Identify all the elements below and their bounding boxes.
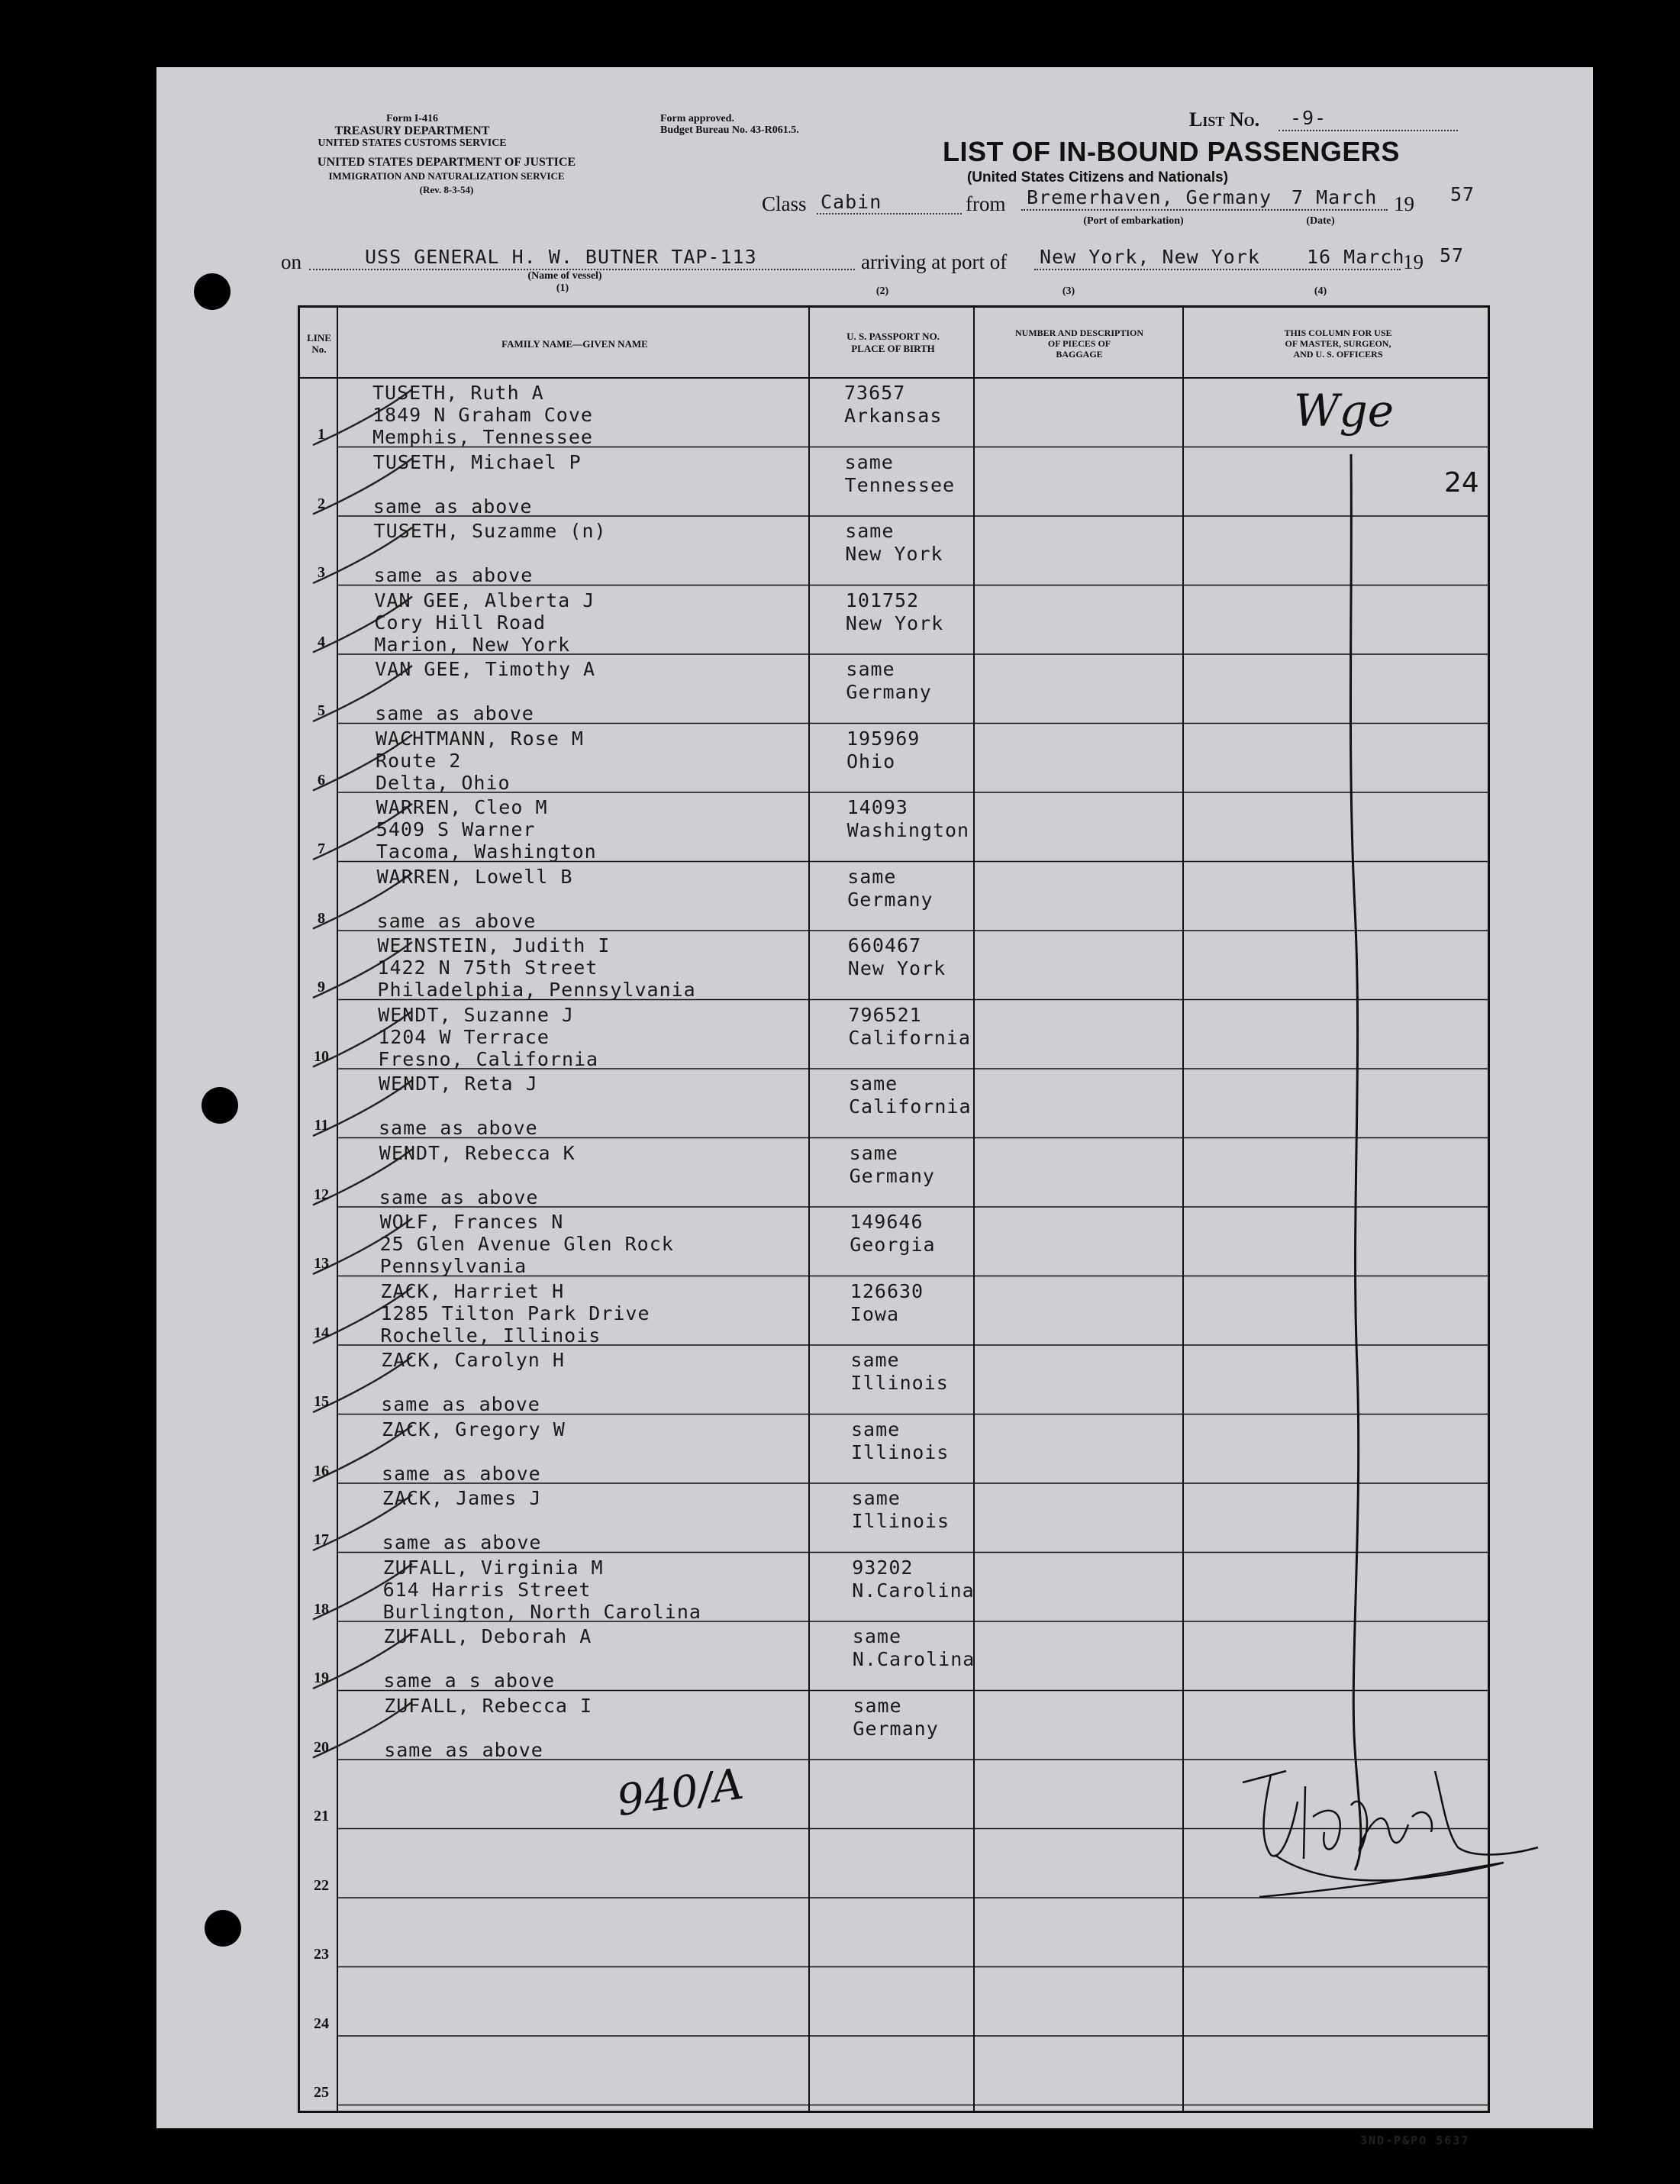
budget-bureau-no: Budget Bureau No. 43-R061.5.	[660, 124, 799, 136]
passport-cell	[853, 1695, 938, 1740]
passenger-name-cell	[384, 1695, 592, 1761]
line-number: 17	[314, 1531, 329, 1548]
passport-number: same	[850, 1349, 900, 1371]
passenger-address-line: same as above	[379, 1186, 539, 1208]
passenger-address-line: same as above	[375, 702, 534, 724]
place-of-birth: Tennessee	[844, 473, 956, 496]
passenger-address-line: Marion, New York	[374, 633, 571, 656]
passenger-name-cell	[380, 1280, 650, 1347]
passport-cell	[847, 796, 970, 842]
passport-cell	[845, 451, 955, 497]
arrival-port: New York, New York	[1040, 246, 1260, 268]
passenger-name-cell	[374, 589, 595, 656]
year-prefix: 19	[1394, 192, 1414, 215]
passport-number: same	[845, 520, 895, 542]
officers-header-3: AND U. S. OFFICERS	[1293, 349, 1383, 360]
passport-cell	[851, 1418, 949, 1464]
line-number: 7	[318, 840, 325, 857]
baggage-header-2: OF PIECES OF	[1047, 338, 1111, 349]
punch-hole	[205, 1910, 241, 1947]
passport-number: same	[849, 1073, 898, 1095]
passport-cell	[846, 589, 943, 635]
passenger-address-line: 5409 S Warner	[376, 818, 536, 840]
passenger-address-line: same as above	[384, 1738, 543, 1761]
port-line	[1021, 209, 1388, 211]
arrival-year-prefix: 19	[1403, 250, 1424, 273]
passport-number: 93202	[852, 1556, 914, 1579]
place-of-birth: New York	[847, 957, 946, 979]
passenger-name: ZUFALL, Virginia M	[382, 1556, 604, 1579]
passenger-name-cell	[379, 1073, 538, 1139]
place-of-birth: Illinois	[850, 1372, 949, 1394]
passenger-name-cell	[380, 1211, 674, 1277]
passenger-address-line: same as above	[372, 495, 533, 518]
passport-number: same	[851, 1487, 901, 1509]
passport-cell	[853, 1625, 975, 1671]
passenger-name-cell	[377, 866, 573, 932]
officer-check-line	[1252, 374, 1542, 1924]
passenger-address-line: same as above	[373, 564, 534, 586]
passenger-address-line	[379, 1164, 576, 1186]
line-number: 21	[314, 1808, 329, 1824]
ins-label: IMMIGRATION AND NATURALIZATION SERVICE	[328, 170, 565, 182]
passenger-name-cell	[379, 1142, 576, 1208]
passenger-address-line	[375, 680, 595, 702]
passenger-name: WENDT, Suzanne J	[378, 1003, 575, 1026]
line-number: 8	[318, 909, 325, 927]
list-no-value: -9-	[1290, 107, 1327, 129]
line-number: 2	[318, 495, 325, 512]
passport-number: 73657	[844, 382, 906, 404]
place-of-birth: Georgia	[850, 1234, 936, 1256]
passenger-name: TUSETH, Michael P	[372, 450, 582, 473]
passport-number: 796521	[848, 1003, 922, 1026]
passport-number: 195969	[846, 727, 921, 750]
passenger-address-line: 1849 N Graham Cove	[372, 404, 593, 426]
doj-label: UNITED STATES DEPARTMENT OF JUSTICE	[317, 156, 576, 169]
passport-cell	[848, 934, 946, 980]
passenger-name-cell	[383, 1557, 701, 1623]
line-number: 12	[314, 1186, 329, 1203]
passenger-address-line	[374, 542, 607, 564]
passport-cell	[849, 1073, 972, 1118]
place-of-birth: New York	[845, 543, 943, 565]
passport-number: same	[846, 658, 895, 680]
form-number: Form I-416	[385, 113, 439, 124]
embarkation-date: 7 March	[1291, 186, 1378, 208]
passport-cell	[850, 1142, 935, 1188]
vessel-caption: (Name of vessel)	[527, 270, 602, 282]
passenger-address-line: Route 2	[376, 749, 462, 772]
line-number: 4	[318, 633, 325, 650]
line-number: 13	[314, 1255, 329, 1272]
passenger-address-line: 1204 W Terrace	[378, 1025, 550, 1048]
line-number: 24	[314, 2015, 329, 2032]
line-header-bottom: No.	[311, 344, 327, 355]
passenger-address-line: Philadelphia, Pennsylvania	[377, 979, 696, 1001]
officer-initials: Wge	[1294, 385, 1395, 437]
passenger-name: ZUFALL, Deborah A	[383, 1625, 592, 1647]
line-number: 22	[314, 1876, 329, 1894]
passport-cell	[844, 382, 942, 427]
passenger-address-line: 25 Glen Avenue Glen Rock	[379, 1233, 674, 1255]
passport-number: 14093	[846, 796, 908, 818]
place-of-birth: Illinois	[851, 1510, 950, 1532]
form-approved: Form approved.	[660, 113, 734, 124]
arriving-label: arriving at port of	[861, 250, 1008, 273]
form-treasury-block	[275, 113, 550, 150]
punch-hole	[202, 1087, 238, 1124]
passenger-name: WEINSTEIN, Judith I	[377, 934, 611, 957]
passenger-address-line: Tacoma, Washington	[376, 840, 597, 863]
class-label: Class	[762, 192, 807, 215]
doj-block	[271, 156, 622, 197]
officers-header-1: THIS COLUMN FOR USE	[1284, 327, 1392, 338]
passenger-name: WACHTMANN, Rose M	[376, 727, 584, 750]
place-of-birth: Illinois	[851, 1440, 950, 1463]
passenger-name: ZACK, Harriet H	[380, 1279, 565, 1302]
passenger-name-cell	[377, 934, 695, 1001]
passenger-address-line: same as above	[379, 1117, 538, 1139]
revision-label: (Rev. 8-3-54)	[419, 184, 474, 195]
place-of-birth: Germany	[847, 888, 934, 911]
line-number: 11	[314, 1117, 329, 1134]
passenger-address-line	[377, 888, 573, 910]
place-of-birth: Ohio	[846, 750, 896, 773]
passport-header-top: U. S. PASSPORT NO.	[846, 331, 940, 342]
line-number: 14	[314, 1324, 329, 1341]
place-of-birth: Germany	[853, 1717, 939, 1740]
place-of-birth: N.Carolina	[852, 1648, 975, 1670]
line-number: 20	[314, 1738, 329, 1756]
passenger-address-line: Rochelle, Illinois	[380, 1324, 601, 1347]
passenger-name-cell	[374, 520, 607, 586]
treasury-department: TREASURY DEPARTMENT	[334, 124, 490, 137]
passenger-address-line: Pennsylvania	[379, 1255, 527, 1277]
passenger-name-cell	[372, 382, 593, 448]
passport-cell	[852, 1487, 950, 1533]
table-row	[300, 2038, 1492, 2108]
passenger-address-line	[373, 473, 582, 495]
col-number-2: (2)	[875, 286, 889, 297]
line-no-header	[300, 332, 338, 355]
date-caption: (Date)	[1306, 215, 1335, 227]
passenger-address-line: same as above	[381, 1393, 540, 1415]
print-code: 3ND-P&PO 5637	[1360, 2134, 1470, 2147]
passenger-name-cell	[381, 1349, 565, 1415]
passenger-address-line: same as above	[382, 1462, 541, 1485]
passenger-address-line: Fresno, California	[378, 1047, 599, 1070]
passenger-address-line	[382, 1440, 566, 1463]
passenger-name: WENDT, Rebecca K	[379, 1141, 576, 1164]
line-number: 9	[318, 979, 325, 995]
passport-cell	[846, 727, 920, 773]
col-number-1: (1)	[556, 282, 569, 294]
passenger-address-line: same a s above	[383, 1669, 556, 1692]
passenger-name: WARREN, Lowell B	[376, 865, 573, 888]
baggage-header	[976, 327, 1182, 360]
col-number-3: (3)	[1062, 286, 1075, 297]
passenger-name-cell	[378, 1004, 598, 1070]
vessel-name: USS GENERAL H. W. BUTNER TAP-113	[365, 246, 757, 268]
baggage-header-1: NUMBER AND DESCRIPTION	[1014, 327, 1144, 338]
port-caption: (Port of embarkation)	[1083, 215, 1184, 227]
passenger-name-cell	[382, 1418, 566, 1485]
passport-number: same	[852, 1625, 902, 1647]
line-number: 1	[318, 426, 325, 443]
passenger-address-line	[383, 1647, 592, 1669]
passenger-name: ZUFALL, Rebecca I	[384, 1694, 593, 1717]
arrival-year-suffix: 57	[1440, 244, 1465, 266]
passenger-name-cell	[375, 658, 595, 724]
passport-cell	[850, 1280, 924, 1326]
port-of-embarkation: Bremerhaven, Germany	[1027, 186, 1272, 208]
passport-header	[813, 331, 973, 355]
name-header: FAMILY NAME—GIVEN NAME	[501, 338, 648, 350]
line-number: 23	[314, 1946, 329, 1963]
document-subtitle: (United States Citizens and Nationals)	[966, 169, 1229, 185]
passport-cell	[852, 1557, 975, 1602]
place-of-birth: Germany	[846, 681, 932, 703]
line-header-top: LINE	[307, 332, 331, 344]
line-number: 5	[318, 702, 325, 719]
place-of-birth: New York	[845, 611, 944, 634]
passport-cell	[847, 866, 933, 911]
passenger-name: WENDT, Reta J	[379, 1073, 538, 1095]
officer-signature	[1229, 1733, 1549, 1908]
line-number: 10	[314, 1047, 329, 1065]
passenger-name: VAN GEE, Timothy A	[375, 658, 596, 680]
passenger-address-line	[382, 1509, 542, 1531]
passenger-address-line	[379, 1095, 538, 1117]
passenger-name: TUSETH, Suzamme (n)	[373, 520, 607, 542]
line-number: 6	[318, 771, 325, 789]
handwritten-note: 940/A	[614, 1759, 746, 1827]
place-of-birth: California	[848, 1026, 971, 1049]
officers-header	[1187, 327, 1489, 360]
customs-service: UNITED STATES CUSTOMS SERVICE	[318, 137, 507, 149]
approval-block	[660, 113, 799, 136]
on-label: on	[281, 250, 301, 273]
passport-number: 660467	[847, 934, 922, 957]
passenger-name-cell	[382, 1487, 542, 1553]
passport-cell	[848, 1004, 971, 1050]
passenger-name: WOLF, Frances N	[379, 1211, 564, 1233]
place-of-birth: Iowa	[850, 1302, 900, 1325]
passenger-address-line: 1422 N 75th Street	[377, 957, 598, 979]
line-number: 25	[314, 2084, 329, 2101]
passenger-name-cell	[373, 451, 582, 518]
passenger-name: ZACK, James J	[382, 1487, 542, 1509]
passport-cell	[850, 1349, 948, 1395]
passenger-name: ZACK, Carolyn H	[381, 1349, 565, 1371]
from-label: from	[966, 192, 1006, 215]
passport-cell	[850, 1211, 935, 1257]
punch-hole	[194, 273, 231, 310]
passenger-address-line: Burlington, North Carolina	[382, 1600, 701, 1623]
list-no-line	[1279, 130, 1458, 131]
baggage-header-3: BAGGAGE	[1056, 349, 1103, 360]
passenger-name: VAN GEE, Alberta J	[374, 589, 595, 611]
place-of-birth: Arkansas	[844, 405, 943, 427]
passenger-address-line: Cory Hill Road	[374, 611, 547, 634]
passenger-address-line	[384, 1717, 592, 1739]
passenger-name: ZACK, Gregory W	[382, 1418, 566, 1440]
passenger-name-cell	[376, 796, 597, 863]
passenger-name: WARREN, Cleo M	[376, 796, 548, 818]
line-number: 3	[318, 564, 325, 581]
place-of-birth: Germany	[849, 1164, 935, 1187]
line-number: 18	[314, 1600, 329, 1618]
officers-header-2: OF MASTER, SURGEON,	[1285, 338, 1391, 349]
passenger-count: 24	[1444, 467, 1479, 498]
line-number: 19	[314, 1669, 329, 1686]
passenger-address-line: 614 Harris Street	[382, 1578, 592, 1601]
passenger-name: TUSETH, Ruth A	[372, 382, 544, 404]
passenger-address-line: Memphis, Tennessee	[372, 426, 593, 448]
table-row	[300, 1969, 1492, 2039]
class-line	[817, 213, 962, 215]
place-of-birth: N.Carolina	[852, 1579, 975, 1602]
passport-number: same	[849, 1141, 898, 1164]
arrival-line	[1034, 269, 1401, 270]
passenger-address-line	[381, 1371, 565, 1393]
passport-number: 126630	[850, 1279, 924, 1302]
passenger-address-line: 1285 Tilton Park Drive	[380, 1302, 650, 1324]
year-suffix: 57	[1450, 183, 1475, 205]
passport-number: same	[853, 1694, 902, 1717]
place-of-birth: California	[849, 1095, 972, 1118]
passport-number: same	[844, 450, 894, 473]
document-title: LIST OF IN-BOUND PASSENGERS	[943, 136, 1400, 167]
passport-header-bottom: PLACE OF BIRTH	[851, 343, 935, 354]
passenger-address-line: Delta, Ohio	[376, 771, 511, 794]
place-of-birth: Washington	[846, 819, 970, 841]
passport-cell	[845, 520, 943, 566]
line-number: 15	[314, 1393, 329, 1410]
arrival-date: 16 March	[1307, 246, 1405, 268]
passenger-address-line: same as above	[376, 909, 537, 932]
passenger-name-cell	[383, 1625, 592, 1692]
list-no-label: List No.	[1189, 108, 1260, 131]
passport-number: same	[847, 865, 897, 888]
line-number: 16	[314, 1462, 329, 1479]
passport-cell	[846, 658, 931, 704]
passenger-name-cell	[376, 727, 584, 794]
passport-number: 149646	[850, 1211, 924, 1233]
passport-number: same	[851, 1418, 901, 1440]
col-number-4: (4)	[1314, 286, 1327, 297]
passenger-address-line: same as above	[382, 1531, 542, 1553]
class-value: Cabin	[821, 191, 882, 213]
passport-number: 101752	[845, 589, 920, 611]
